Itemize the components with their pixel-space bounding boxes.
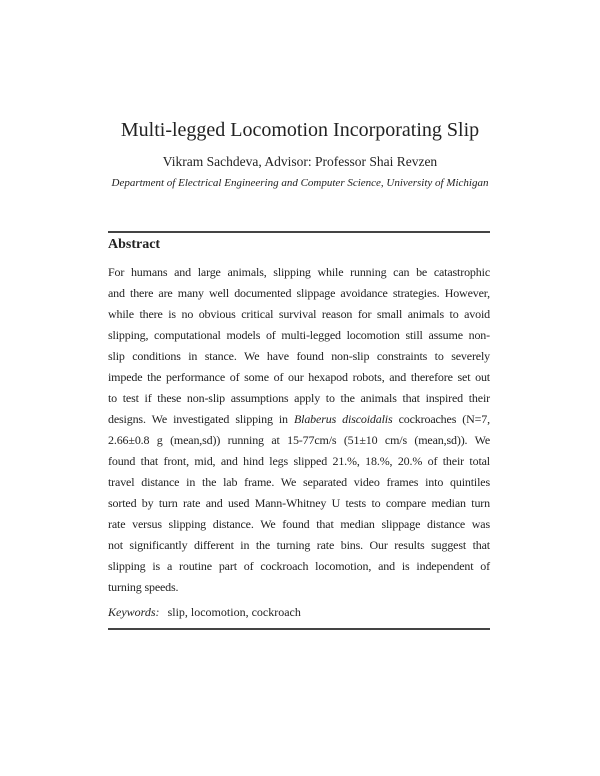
text: cockroaches (N=7, xyxy=(398,412,490,426)
abstract-line: sorted by turn rate and used Mann-Whitney U tests to compare median turn xyxy=(108,496,490,510)
abstract-line: impede the performance of some of our hexapod robots, and therefore set out xyxy=(108,370,490,384)
abstract-line: travel distance in the lab frame. We separated video frames into quintiles xyxy=(108,475,490,489)
abstract-line: not significantly different in the turning rate bins. Our results suggest that xyxy=(108,538,490,552)
abstract-line: turning speeds. xyxy=(108,580,179,594)
text: designs. We investigated slipping in xyxy=(108,412,288,426)
species-name: Blaberus discoidalis xyxy=(293,412,393,426)
abstract-line: 2.66±0.8 g (mean,sd)) running at 15-77cm/s (51±10 cm/s (mean,sd)). We xyxy=(108,433,490,447)
bottom-rule xyxy=(108,628,490,630)
abstract-line: slip conditions in stance. We have found non-slip constraints to severely xyxy=(108,349,490,363)
keywords-value: slip, locomotion, cockroach xyxy=(167,605,301,619)
abstract-line: while there is no obvious critical survival reason for small animals to avoid xyxy=(108,307,490,321)
abstract-line: to test if these non-slip assumptions apply to the animals that inspired their xyxy=(108,391,490,405)
abstract-line: For humans and large animals, slipping while running can be catastrophic xyxy=(108,265,490,279)
abstract-line: slipping is a routine part of cockroach locomotion, and is independent of xyxy=(108,559,490,573)
paper-title: Multi-legged Locomotion Incorporating Slip xyxy=(120,119,480,141)
abstract-line xyxy=(108,409,490,430)
abstract-heading: Abstract xyxy=(108,237,161,252)
authors: Vikram Sachdeva, Advisor: Professor Shai Revzen xyxy=(162,154,438,169)
abstract-line: and there are many well documented slippage avoidance strategies. However, xyxy=(108,286,490,300)
abstract-body xyxy=(108,262,490,598)
abstract-line: slipping, computational models of multi-legged locomotion still assume non- xyxy=(108,328,490,342)
keywords xyxy=(108,603,301,621)
keywords-label: Keywords: xyxy=(108,605,160,619)
abstract-line: found that front, mid, and hind legs slipped 21.%, 18.%, 20.% of their total xyxy=(108,454,490,468)
abstract-line: rate versus slipping distance. We found that median slippage distance was xyxy=(108,517,490,531)
top-rule xyxy=(108,231,490,233)
affiliation: Department of Electrical Engineering and Computer Science, University of Michigan xyxy=(111,177,489,189)
